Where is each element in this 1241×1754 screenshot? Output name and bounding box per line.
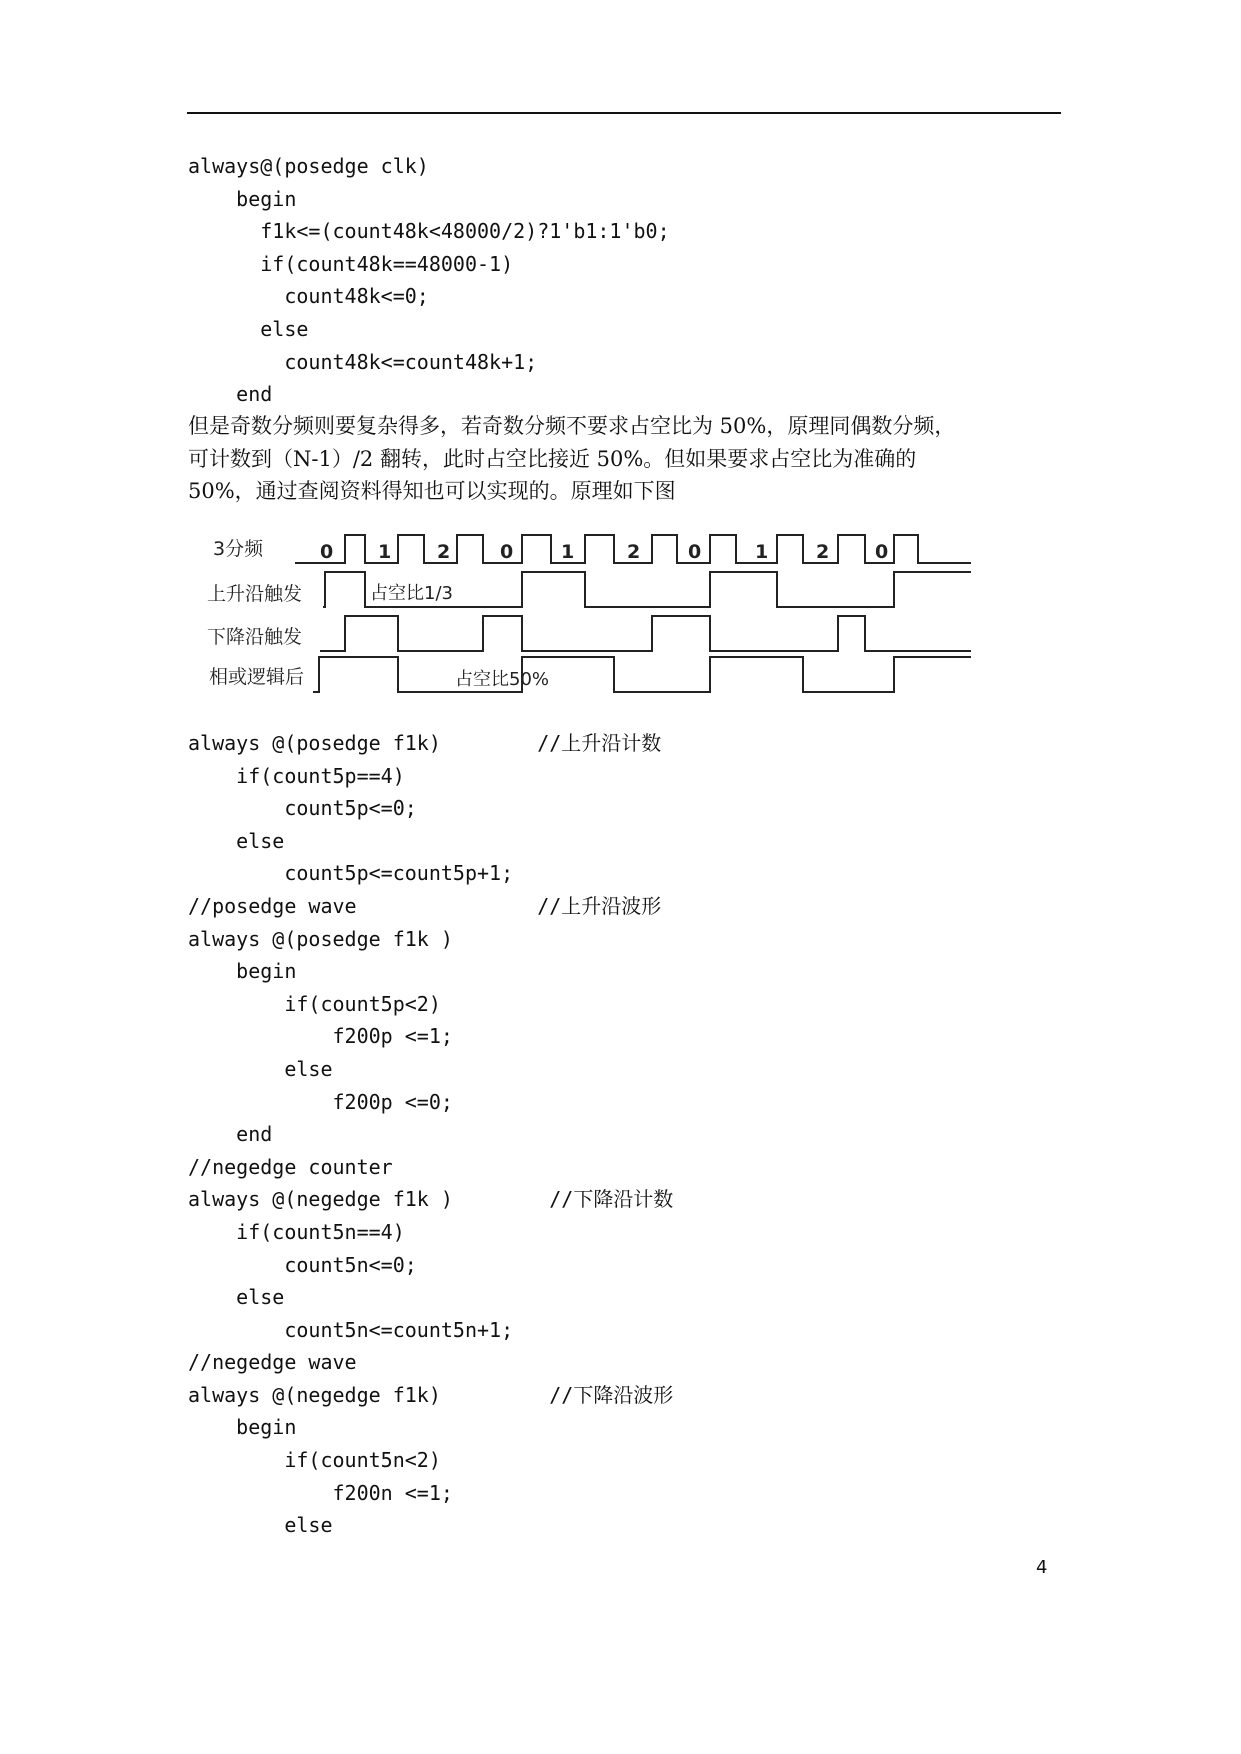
falling-waveform — [320, 616, 971, 651]
row-label-falling: 下降沿触发 — [207, 626, 303, 648]
row-label-clock: 3分频 — [213, 538, 264, 560]
code-line: else — [188, 828, 285, 853]
clock-count-label: 1 — [378, 541, 392, 563]
code-line: else — [188, 1513, 333, 1538]
code-line: //negedge wave — [188, 1350, 357, 1375]
code-line: count48k<=count48k+1; — [188, 349, 538, 374]
code-line: f200p <=0; — [188, 1089, 453, 1114]
code-line: count5n<=count5n+1; — [188, 1317, 514, 1342]
code-line: if(count48k==48000-1) — [188, 251, 514, 276]
code-line: count5p<=0; — [188, 796, 417, 821]
code-line: f200p <=1; — [188, 1024, 453, 1049]
clock-count-label: 2 — [437, 541, 451, 563]
timing-diagram — [205, 525, 975, 705]
code-line: f1k<=(count48k<48000/2)?1'b1:1'b0; — [188, 219, 670, 244]
code-line: else — [188, 316, 309, 341]
code-line: if(count5n==4) — [188, 1219, 405, 1244]
code-line: always @(posedge f1k) //上升沿计数 — [188, 731, 662, 755]
clock-count-label: 2 — [627, 541, 641, 563]
code-line: always @(negedge f1k ) //下降沿计数 — [188, 1187, 674, 1212]
clock-count-label: 1 — [561, 541, 575, 563]
code-line: end — [188, 382, 273, 407]
code-line: count5n<=0; — [188, 1252, 417, 1277]
code-line: begin — [188, 959, 297, 984]
code-line: begin — [188, 1415, 297, 1440]
code-line: //posedge wave //上升沿波形 — [188, 893, 662, 918]
code-line: if(count5p==4) — [188, 763, 405, 788]
row-label-rising: 上升沿触发 — [207, 583, 303, 605]
paragraph-line: 但是奇数分频则要复杂得多，若奇数分频不要求占空比为 50%，原理同偶数分频， — [188, 414, 956, 438]
code-line: end — [188, 1122, 273, 1147]
code-line: always @(negedge f1k) //下降沿波形 — [188, 1382, 674, 1407]
paragraph — [188, 410, 1068, 508]
code-line: f200n <=1; — [188, 1480, 453, 1505]
code-line: if(count5n<2) — [188, 1448, 441, 1473]
paragraph-line: 可计数到（N-1）/2 翻转，此时占空比接近 50%。但如果要求占空比为准确的 — [188, 446, 917, 471]
page-number: 4 — [1036, 1557, 1048, 1578]
code-line: else — [188, 1285, 285, 1310]
code-line: else — [188, 1056, 333, 1081]
code-line: always @(posedge f1k ) — [188, 926, 453, 951]
code-block-2 — [188, 727, 1048, 1542]
annotation-or-duty: 占空比50% — [455, 669, 550, 690]
clock-count-label: 1 — [755, 541, 769, 563]
code-line: if(count5p<2) — [188, 991, 441, 1016]
row-label-or: 相或逻辑后 — [209, 666, 305, 688]
code-line: //negedge counter — [188, 1154, 393, 1179]
code-line: count5p<=count5p+1; — [188, 861, 514, 886]
code-line: begin — [188, 186, 297, 211]
clock-count-label: 0 — [688, 541, 702, 563]
header-rule — [187, 112, 1061, 114]
clock-count-label: 2 — [816, 541, 830, 563]
or-waveform — [313, 657, 971, 692]
clock-count-label: 0 — [875, 541, 889, 563]
code-block-1 — [188, 150, 1048, 411]
code-line: always@(posedge clk) — [188, 154, 429, 178]
annotation-rising-duty: 占空比1/3 — [370, 583, 453, 604]
clock-count-label: 0 — [500, 541, 514, 563]
clock-count-label: 0 — [320, 541, 334, 563]
paragraph-line: 50%，通过查阅资料得知也可以实现的。原理如下图 — [188, 479, 676, 504]
code-line: count48k<=0; — [188, 284, 429, 309]
